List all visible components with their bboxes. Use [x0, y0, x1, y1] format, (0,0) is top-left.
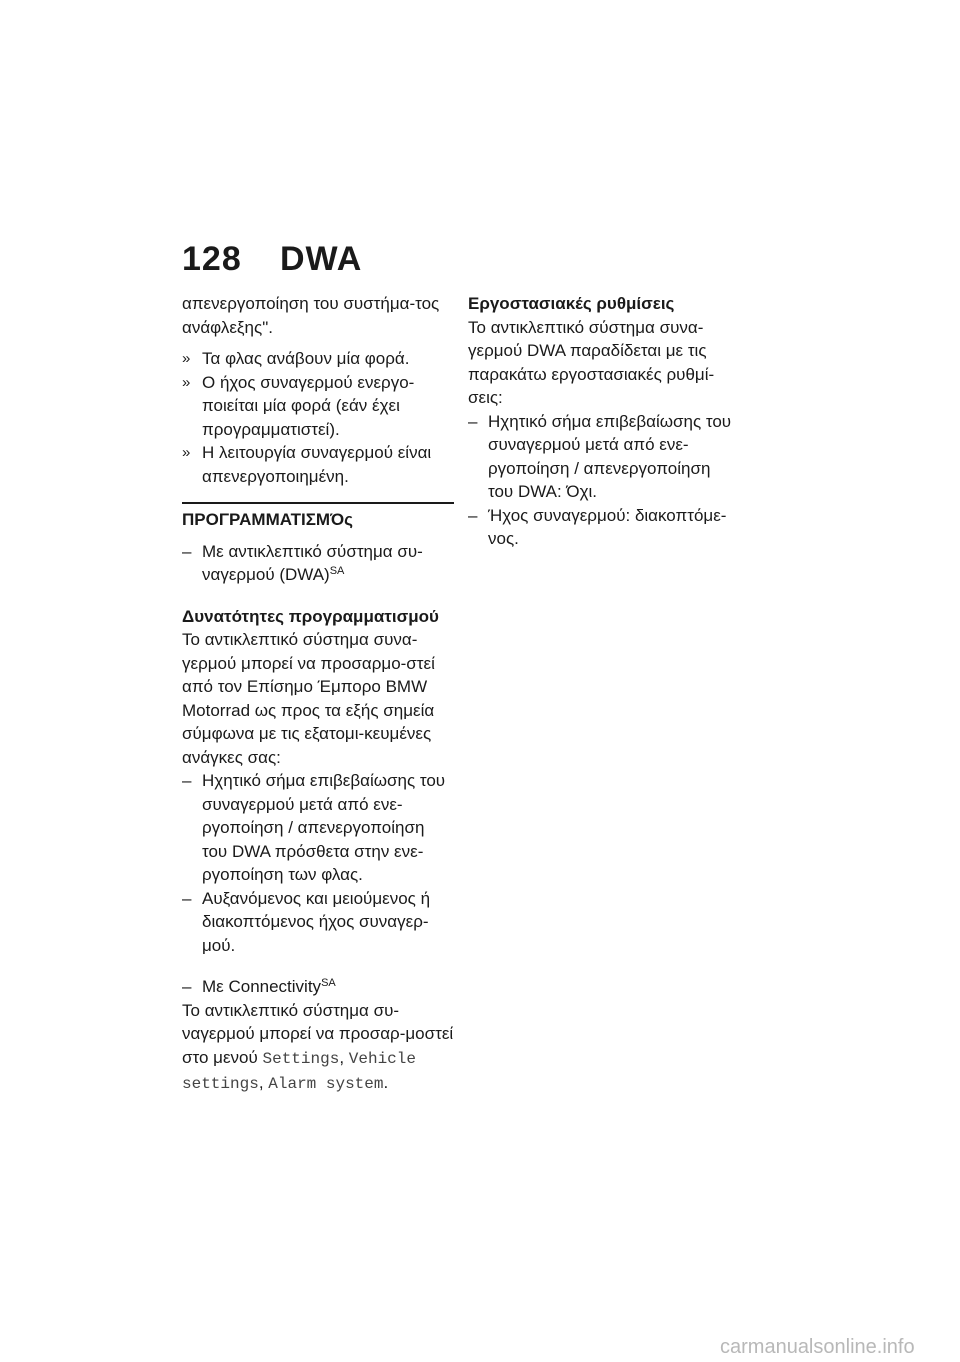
right-column — [468, 292, 740, 551]
page-number: 128 — [182, 240, 242, 278]
left-column — [182, 292, 454, 1097]
menu-path: Settings — [262, 1049, 340, 1068]
option-item: – Ηχητικό σήμα επιβεβαίωσης του συναγερμού μετά από ενε-ργοποίηση / απενεργοποίηση του DWA πρόσθετα στην ενε-ργοποίηση των φλας. — [182, 771, 446, 884]
default-item: – Ηχητικό σήμα επιβεβαίωσης του συναγερμού μετά από ενε-ργοποίηση / απενεργοποίηση του DWA: Όχι. — [468, 411, 732, 501]
watermark: carmanualsonline.info — [720, 1336, 915, 1358]
connectivity-line: – Με Connectivity$^{SA}$ — [182, 977, 336, 996]
section-title: ΠΡΟΓΡΑΜΜΑΤΙΣΜΌς — [182, 502, 454, 532]
subsection-title: Δυνατότητες προγραμματισμού — [182, 606, 439, 626]
result-item: » Τα φλας ανάβουν μία φορά. — [182, 347, 454, 371]
default-item: – Ήχος συναγερμού: διακοπτόμε-νος. — [468, 505, 727, 548]
sa-mark: SA — [329, 565, 345, 577]
sa-line: – Με αντικλεπτικό σύστημα συ-ναγερμού (DWA)$^{SA}$ — [182, 541, 423, 584]
result-item: » Ο ήχος συναγερμού ενεργο-ποιείται μία φορά (εάν έχει προγραμματιστεί). — [182, 372, 415, 439]
option-item: – Αυξανόμενος και μειούμενος ή διακοπτόμενος ήχος συναγερ-μού. — [182, 888, 431, 955]
menu-path: Vehicle settings — [182, 1049, 416, 1093]
menu-path: Alarm system — [268, 1075, 384, 1093]
result-marker: » — [182, 350, 191, 367]
paragraph: Το αντικλεπτικό σύστημα συνα-γερμού μπορεί να προσαρμο-στεί από τον Επίσημο Έμπορο BMW Motorrad ως προς τα εξής σημεία σύμφωνα με τις εξατομι-κευμένες ανάγκες σας: — [182, 630, 435, 767]
section-heading: Εργοστασιακές ρυθμίσεις — [468, 294, 675, 313]
sa-mark: SA — [321, 977, 336, 989]
result-item: » Η λειτουργία συναγερμού είναι απενεργοποιημένη. — [182, 443, 432, 486]
page-header — [182, 240, 362, 279]
chapter-title: DWA — [280, 240, 363, 278]
result-marker: » — [182, 444, 191, 461]
paragraph: Το αντικλεπτικό σύστημα συ-ναγερμού μπορεί να προσαρ-μοστεί στο μενού Settings, Vehicle settings, Alarm system. — [182, 1000, 454, 1093]
paragraph: Το αντικλεπτικό σύστημα συνα-γερμού DWA παραδίδεται με τις παρακάτω εργοστασιακές ρυθμί-σεις: — [468, 317, 715, 407]
intro-text: απενεργοποίηση του συστήμα-τος ανάφλεξης". — [182, 294, 440, 337]
result-marker: » — [182, 373, 191, 391]
